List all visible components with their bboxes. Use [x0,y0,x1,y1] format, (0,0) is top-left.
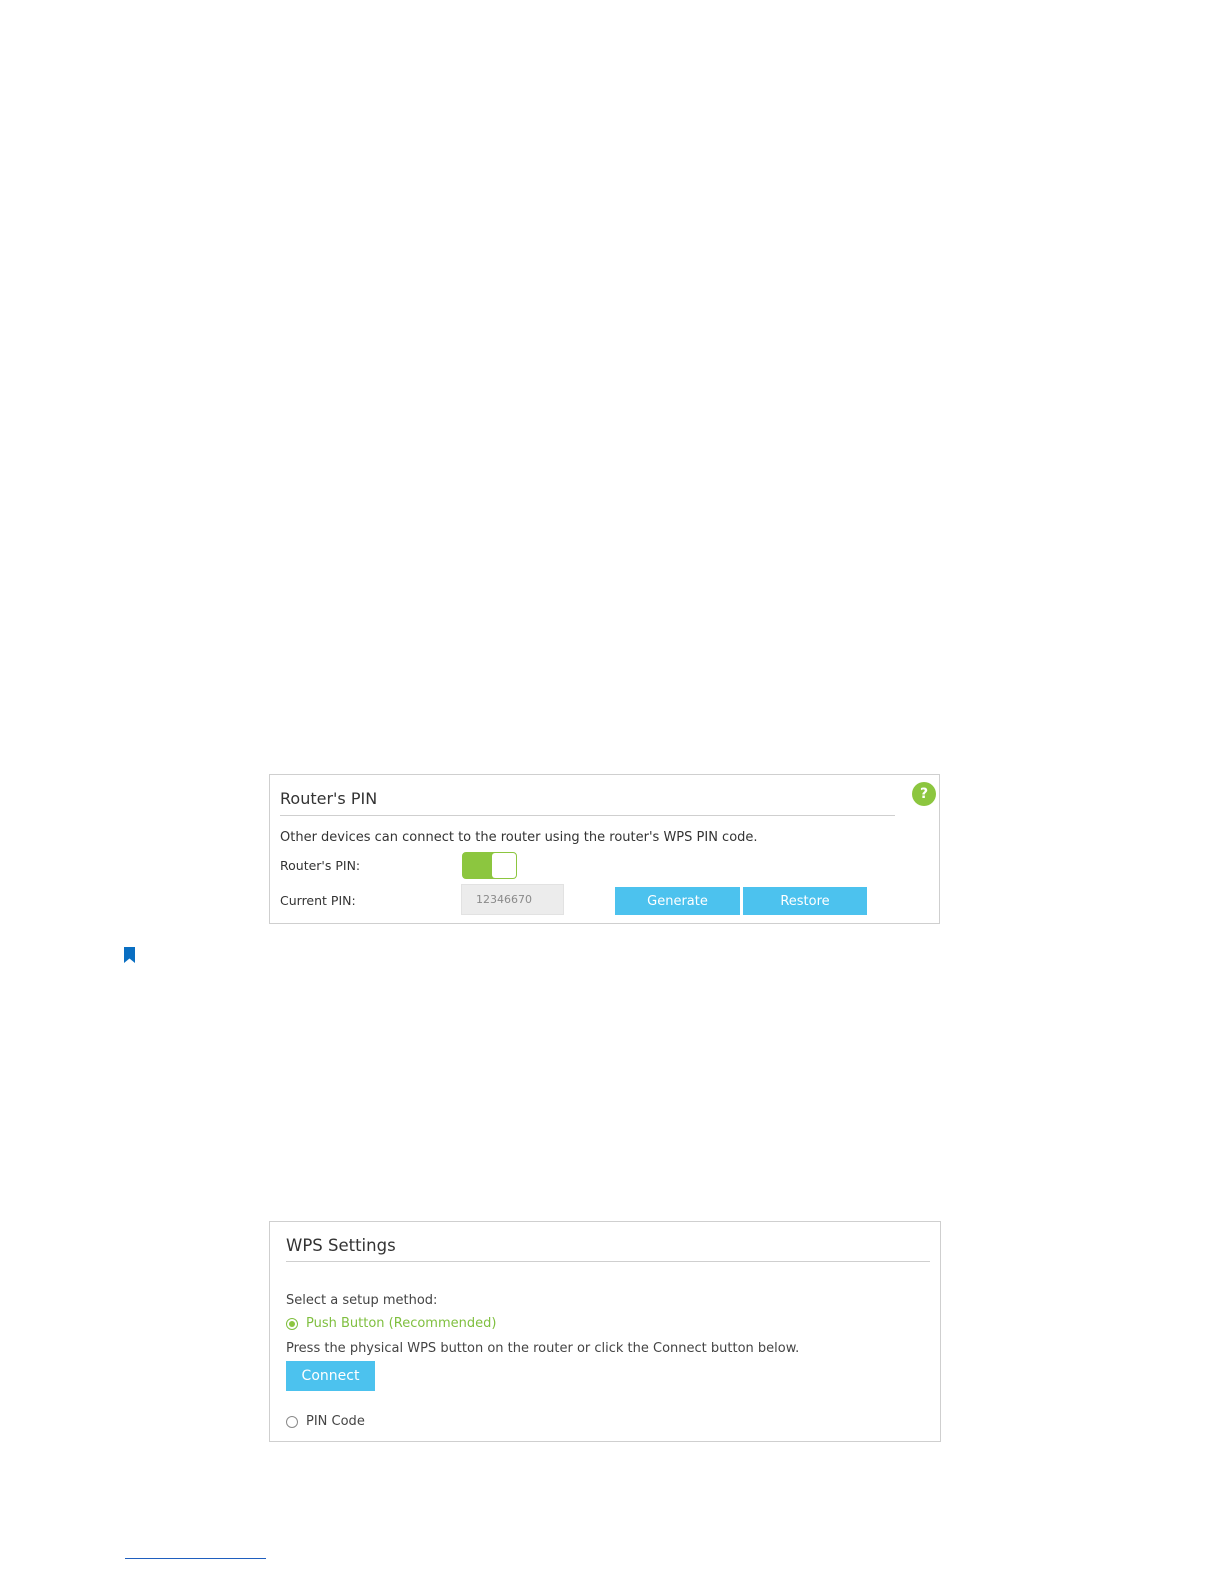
setup-method-label: Select a setup method: [286,1293,438,1308]
toggle-knob [492,853,516,878]
routers-pin-title: Router's PIN [280,789,378,808]
routers-pin-panel [269,774,940,924]
generate-button[interactable]: Generate [615,887,740,915]
help-icon[interactable]: ? [912,782,936,806]
wps-settings-panel [269,1221,941,1442]
current-pin-label: Current PIN: [280,893,356,908]
title-divider [286,1261,930,1262]
current-pin-field[interactable] [461,884,564,915]
title-divider [280,815,895,816]
pin-code-label: PIN Code [306,1414,365,1429]
push-button-label: Push Button (Recommended) [306,1316,497,1331]
push-button-radio[interactable] [286,1318,298,1330]
pin-code-radio[interactable] [286,1416,298,1428]
footer-link[interactable] [125,1558,266,1559]
push-button-hint: Press the physical WPS button on the router or click the Connect button below. [286,1341,800,1356]
routers-pin-description: Other devices can connect to the router using the router's WPS PIN code. [280,830,758,845]
routers-pin-label: Router's PIN: [280,858,361,873]
routers-pin-toggle[interactable] [462,852,517,879]
restore-button[interactable]: Restore [743,887,867,915]
bookmark-icon [124,947,135,963]
wps-settings-title: WPS Settings [286,1236,396,1255]
connect-button[interactable]: Connect [286,1361,375,1391]
